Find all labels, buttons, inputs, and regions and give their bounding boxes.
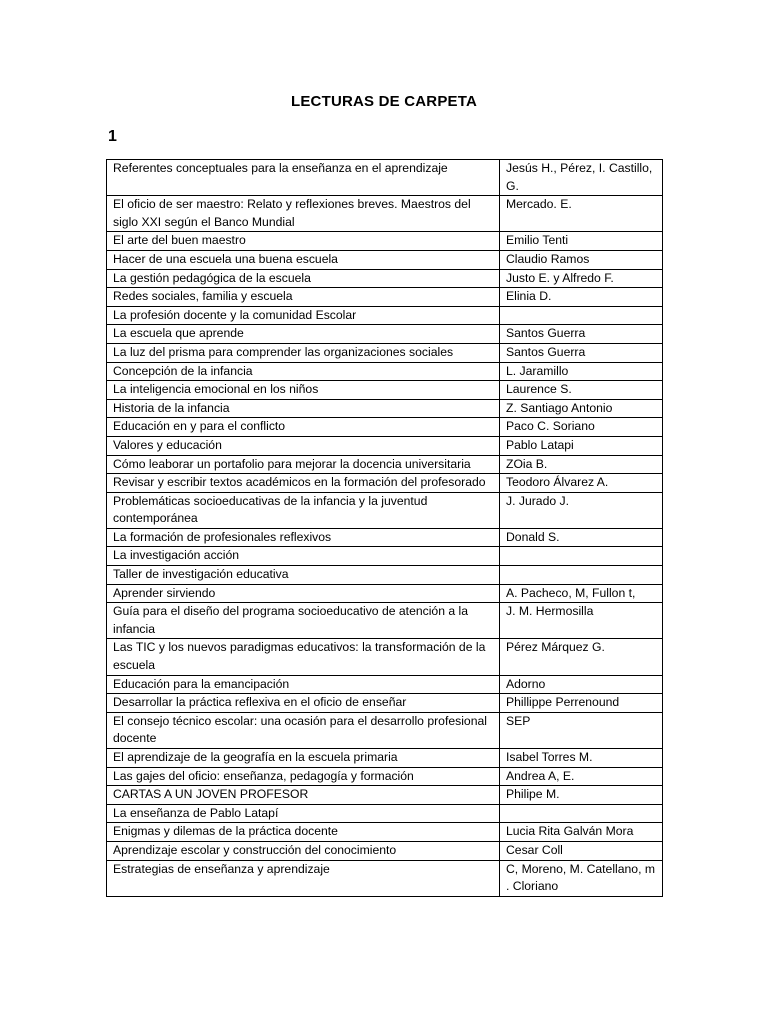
reading-author-cell: Lucia Rita Galván Mora xyxy=(500,823,663,842)
reading-author-cell: Isabel Torres M. xyxy=(500,749,663,768)
reading-title-cell: Educación en y para el conflicto xyxy=(107,418,500,437)
reading-author-cell xyxy=(500,306,663,325)
reading-author-cell: Mercado. E. xyxy=(500,196,663,232)
reading-author-cell: J. M. Hermosilla xyxy=(500,603,663,639)
reading-author-cell: Pérez Márquez G. xyxy=(500,639,663,675)
table-row xyxy=(107,196,663,232)
reading-author-cell: A. Pacheco, M, Fullon t, xyxy=(500,584,663,603)
table-row xyxy=(107,547,663,566)
reading-title-cell: Enigmas y dilemas de la práctica docente xyxy=(107,823,500,842)
reading-title-cell: Guía para el diseño del programa socioeducativo de atención a la infancia xyxy=(107,603,500,639)
reading-title-cell: Aprender sirviendo xyxy=(107,584,500,603)
table-row xyxy=(107,418,663,437)
reading-title-cell: Revisar y escribir textos académicos en la formación del profesorado xyxy=(107,474,500,493)
table-row xyxy=(107,860,663,896)
reading-author-cell: C, Moreno, M. Catellano, m . Cloriano xyxy=(500,860,663,896)
table-row xyxy=(107,288,663,307)
reading-title-cell: El arte del buen maestro xyxy=(107,232,500,251)
reading-author-cell: Phillippe Perrenound xyxy=(500,694,663,713)
reading-title-cell: Referentes conceptuales para la enseñanza en el aprendizaje xyxy=(107,160,500,196)
reading-author-cell: Teodoro Álvarez A. xyxy=(500,474,663,493)
reading-author-cell: ZOia B. xyxy=(500,455,663,474)
reading-title-cell: Cómo leaborar un portafolio para mejorar la docencia universitaria xyxy=(107,455,500,474)
table-row xyxy=(107,749,663,768)
reading-title-cell: La profesión docente y la comunidad Escolar xyxy=(107,306,500,325)
reading-title-cell: El aprendizaje de la geografía en la escuela primaria xyxy=(107,749,500,768)
table-row xyxy=(107,841,663,860)
reading-author-cell: SEP xyxy=(500,712,663,748)
table-row xyxy=(107,325,663,344)
table-row xyxy=(107,399,663,418)
table-row xyxy=(107,786,663,805)
reading-title-cell: Aprendizaje escolar y construcción del conocimiento xyxy=(107,841,500,860)
table-row xyxy=(107,160,663,196)
table-row xyxy=(107,232,663,251)
table-row xyxy=(107,269,663,288)
reading-author-cell xyxy=(500,804,663,823)
reading-title-cell: Concepción de la infancia xyxy=(107,362,500,381)
reading-title-cell: La gestión pedagógica de la escuela xyxy=(107,269,500,288)
reading-author-cell: Cesar Coll xyxy=(500,841,663,860)
reading-title-cell: Valores y educación xyxy=(107,436,500,455)
table-row xyxy=(107,675,663,694)
reading-title-cell: El consejo técnico escolar: una ocasión para el desarrollo profesional docente xyxy=(107,712,500,748)
reading-title-cell: La enseñanza de Pablo Latapí xyxy=(107,804,500,823)
table-row xyxy=(107,566,663,585)
reading-author-cell: Justo E. y Alfredo F. xyxy=(500,269,663,288)
reading-author-cell xyxy=(500,566,663,585)
reading-author-cell: Santos Guerra xyxy=(500,325,663,344)
table-row xyxy=(107,528,663,547)
reading-title-cell: CARTAS A UN JOVEN PROFESOR xyxy=(107,786,500,805)
reading-title-cell: Las gajes del oficio: enseñanza, pedagogía y formación xyxy=(107,767,500,786)
reading-title-cell: Educación para la emancipación xyxy=(107,675,500,694)
reading-title-cell: La inteligencia emocional en los niños xyxy=(107,381,500,400)
reading-title-cell: Hacer de una escuela una buena escuela xyxy=(107,250,500,269)
reading-title-cell: Las TIC y los nuevos paradigmas educativos: la transformación de la escuela xyxy=(107,639,500,675)
table-row xyxy=(107,250,663,269)
reading-title-cell: Historia de la infancia xyxy=(107,399,500,418)
table-row xyxy=(107,639,663,675)
reading-title-cell: Redes sociales, familia y escuela xyxy=(107,288,500,307)
table-row xyxy=(107,804,663,823)
table-row xyxy=(107,712,663,748)
reading-author-cell: Paco C. Soriano xyxy=(500,418,663,437)
table-row xyxy=(107,474,663,493)
readings-table xyxy=(106,159,663,897)
reading-author-cell: Elinia D. xyxy=(500,288,663,307)
reading-title-cell: La formación de profesionales reflexivos xyxy=(107,528,500,547)
reading-title-cell: Problemáticas socioeducativas de la infancia y la juventud contemporánea xyxy=(107,492,500,528)
reading-author-cell: Jesús H., Pérez, I. Castillo, G. xyxy=(500,160,663,196)
reading-author-cell: Z. Santiago Antonio xyxy=(500,399,663,418)
table-row xyxy=(107,603,663,639)
reading-title-cell: Estrategias de enseñanza y aprendizaje xyxy=(107,860,500,896)
table-row xyxy=(107,381,663,400)
reading-title-cell: La luz del prisma para comprender las organizaciones sociales xyxy=(107,343,500,362)
reading-title-cell: La escuela que aprende xyxy=(107,325,500,344)
reading-author-cell: Pablo Latapi xyxy=(500,436,663,455)
reading-author-cell: Donald S. xyxy=(500,528,663,547)
reading-author-cell xyxy=(500,547,663,566)
table-row xyxy=(107,343,663,362)
reading-title-cell: El oficio de ser maestro: Relato y reflexiones breves. Maestros del siglo XXI según el Banco Mundial xyxy=(107,196,500,232)
table-row xyxy=(107,455,663,474)
table-row xyxy=(107,492,663,528)
reading-author-cell: Andrea A, E. xyxy=(500,767,663,786)
reading-author-cell: Emilio Tenti xyxy=(500,232,663,251)
reading-author-cell: Santos Guerra xyxy=(500,343,663,362)
table-row xyxy=(107,767,663,786)
reading-author-cell: Adorno xyxy=(500,675,663,694)
page-title: LECTURAS DE CARPETA xyxy=(290,93,478,110)
reading-author-cell: Claudio Ramos xyxy=(500,250,663,269)
table-row xyxy=(107,694,663,713)
readings-table-body xyxy=(107,160,663,897)
section-number: 1 xyxy=(108,128,117,145)
table-row xyxy=(107,823,663,842)
reading-title-cell: Desarrollar la práctica reflexiva en el oficio de enseñar xyxy=(107,694,500,713)
table-row xyxy=(107,584,663,603)
reading-author-cell: Philipe M. xyxy=(500,786,663,805)
reading-author-cell: L. Jaramillo xyxy=(500,362,663,381)
table-row xyxy=(107,436,663,455)
table-row xyxy=(107,306,663,325)
reading-title-cell: Taller de investigación educativa xyxy=(107,566,500,585)
table-row xyxy=(107,362,663,381)
reading-author-cell: Laurence S. xyxy=(500,381,663,400)
reading-title-cell: La investigación acción xyxy=(107,547,500,566)
reading-author-cell: J. Jurado J. xyxy=(500,492,663,528)
